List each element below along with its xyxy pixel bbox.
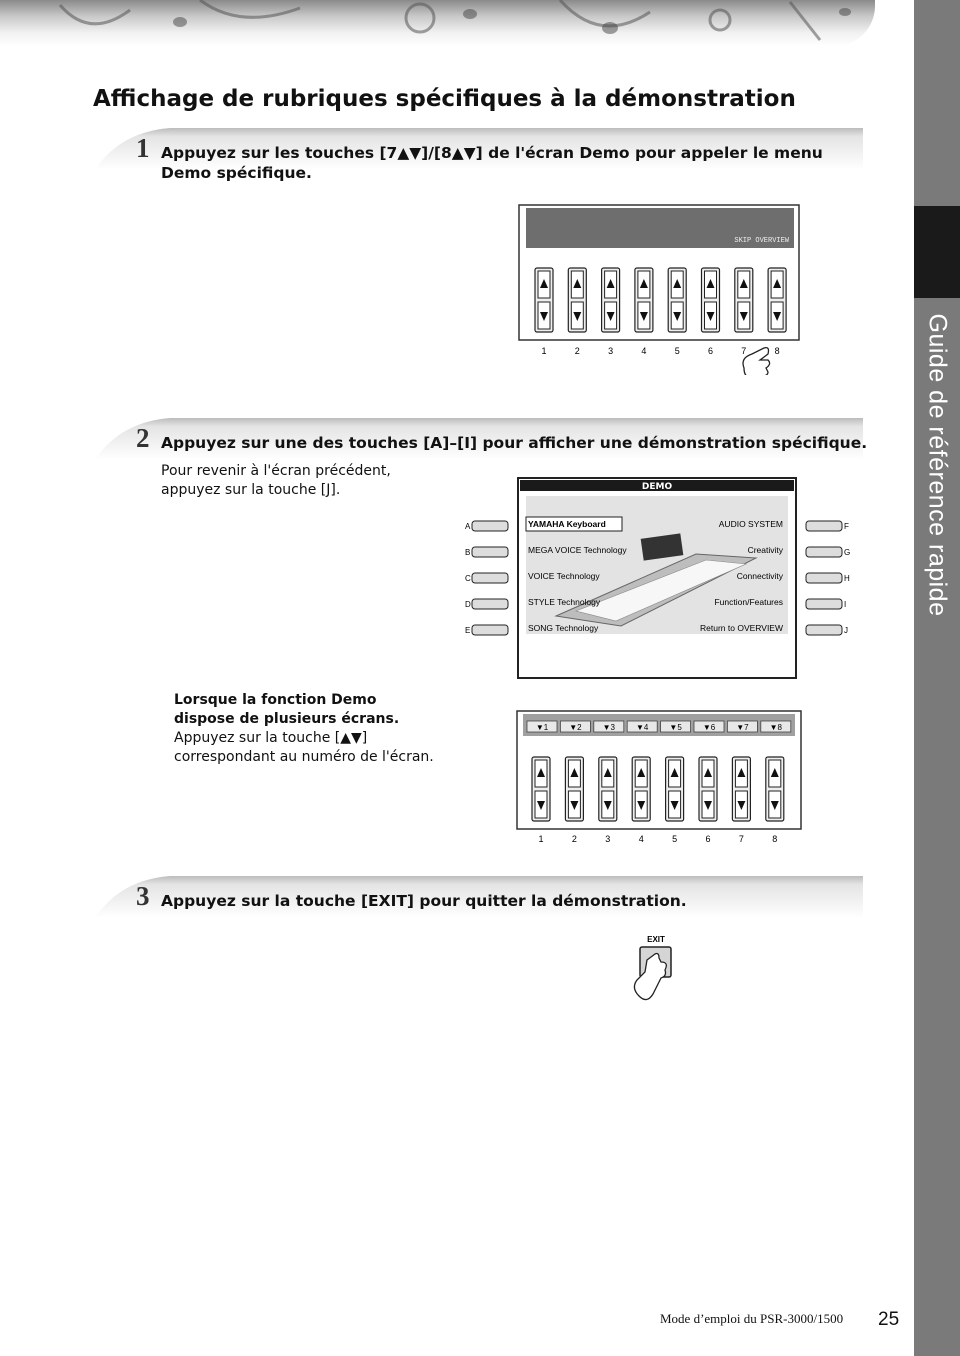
- demo-side-button: [472, 573, 508, 583]
- demo-button-letter: G: [844, 548, 851, 557]
- panel1-button-number: 7: [741, 346, 747, 356]
- panel2-button-number: 8: [772, 834, 778, 844]
- demo-menu-item: SONG Technology: [528, 623, 599, 633]
- panel2-updown-button-2: [565, 757, 583, 821]
- panel1-button-number: 1: [541, 346, 547, 356]
- demo-side-button: [472, 547, 508, 557]
- demo-menu-item: Return to OVERVIEW: [700, 623, 783, 633]
- pointing-hand-icon: [743, 348, 770, 375]
- panel1-number-group: [541, 346, 779, 356]
- screen-tab-label: ▼6: [702, 723, 716, 732]
- panel1-updown-button-3: [602, 268, 620, 332]
- step1-instruction: Appuyez sur les touches [7▲▼]/[8▲▼] de l'écran Demo pour appeler le menu Demo spécifique.: [161, 144, 823, 182]
- panel1-updown-button-5: [668, 268, 686, 332]
- panel1-illustration: [516, 203, 802, 375]
- demo-button-letter: H: [844, 574, 850, 583]
- demo-screen-title: DEMO: [641, 482, 673, 492]
- panel1-button-number: 4: [641, 346, 647, 356]
- demo-menu-item: VOICE Technology: [528, 571, 600, 581]
- panel2-button-number: 3: [605, 834, 611, 844]
- demo-button-letter: J: [844, 626, 848, 635]
- multi-screen-note-text: Appuyez sur la touche [▲▼] correspondant au numéro de l'écran.: [174, 730, 434, 765]
- screen-tab-label: ▼5: [669, 723, 682, 732]
- sidebar-section-label: Guide de référence rapide: [923, 313, 952, 617]
- panel1-button-number: 3: [608, 346, 614, 356]
- demo-menu-item: YAMAHA Keyboard: [528, 519, 606, 529]
- panel2-number-group: [538, 834, 777, 844]
- demo-menu-item: Connectivity: [736, 571, 783, 581]
- panel2-updown-button-7: [732, 757, 750, 821]
- step2-instruction: Appuyez sur une des touches [A]–[I] pour afficher une démonstration spécifique.: [161, 434, 868, 452]
- panel2-button-number: 2: [571, 834, 577, 844]
- demo-menu-item: Creativity: [747, 545, 783, 555]
- screen-tab-label: ▼2: [569, 723, 582, 732]
- panel1-updown-button-1: [535, 268, 553, 332]
- panel1-screen-label: SKIP OVERVIEW: [734, 237, 789, 245]
- screen-tab-label: ▼4: [636, 723, 649, 732]
- exit-button-label: EXIT: [647, 935, 665, 944]
- panel2-button-number: 6: [705, 834, 711, 844]
- panel2-button-number: 4: [638, 834, 644, 844]
- demo-button-letter: C: [465, 574, 471, 583]
- demo-button-letter: E: [465, 626, 471, 635]
- panel1-button-number: 6: [707, 346, 714, 356]
- demo-button-letter: I: [844, 600, 847, 609]
- demo-menu-item: MEGA VOICE Technology: [528, 545, 627, 555]
- exit-button-illustration: [625, 932, 685, 1010]
- panel1-updown-button-6: [702, 268, 720, 332]
- demo-side-button: [806, 625, 842, 635]
- step1-number: 1: [136, 133, 150, 163]
- panel2-updown-button-4: [632, 757, 650, 821]
- footer-manual-title: Mode d’emploi du PSR-3000/1500: [660, 1311, 844, 1326]
- demo-side-button: [806, 521, 842, 531]
- demo-screen-illustration: [456, 476, 856, 680]
- step3-number: 3: [136, 881, 150, 911]
- panel1-button-number: 2: [574, 346, 580, 356]
- panel1-button-number: 8: [774, 346, 780, 356]
- panel2-updown-button-8: [766, 757, 784, 821]
- panel2-updown-button-5: [666, 757, 684, 821]
- panel1-button-number: 5: [674, 346, 680, 356]
- panel2-updown-button-1: [532, 757, 550, 821]
- demo-side-button: [472, 521, 508, 531]
- panel2-illustration: [514, 709, 804, 849]
- multi-screen-note-bold: Lorsque la fonction Demo dispose de plusieurs écrans.: [174, 692, 400, 727]
- demo-menu-item: AUDIO SYSTEM: [718, 519, 783, 529]
- demo-menu-item: STYLE Technology: [528, 597, 601, 607]
- panel1-updown-button-4: [635, 268, 653, 332]
- panel1-updown-button-7: [735, 268, 753, 332]
- panel2-updown-button-6: [699, 757, 717, 821]
- page-number: 25: [878, 1309, 900, 1330]
- demo-button-letter: A: [465, 522, 471, 531]
- demo-button-letter: D: [465, 600, 471, 609]
- panel1-updown-button-8: [768, 268, 786, 332]
- panel1-updown-button-2: [568, 268, 586, 332]
- demo-side-button: [472, 599, 508, 609]
- step2-note: Pour revenir à l'écran précédent, appuyez sur la touche [J].: [161, 463, 391, 498]
- demo-side-button: [806, 599, 842, 609]
- demo-button-letter: B: [465, 548, 471, 557]
- panel2-updown-button-3: [599, 757, 617, 821]
- screen-tab-label: ▼3: [602, 723, 615, 732]
- panel2-button-number: 7: [738, 834, 744, 844]
- screen-tab-label: ▼1: [535, 723, 549, 732]
- step2-number: 2: [136, 423, 150, 453]
- panel2-button-number: 1: [538, 834, 544, 844]
- demo-side-button: [806, 547, 842, 557]
- demo-menu-item: Function/Features: [714, 597, 783, 607]
- page-title: Affichage de rubriques spécifiques à la démonstration: [93, 86, 796, 112]
- screen-tab-label: ▼7: [736, 723, 749, 732]
- demo-side-button: [472, 625, 508, 635]
- panel2-button-number: 5: [672, 834, 678, 844]
- demo-button-letter: F: [844, 522, 849, 531]
- demo-side-button: [806, 573, 842, 583]
- step3-instruction: Appuyez sur la touche [EXIT] pour quitter la démonstration.: [161, 892, 687, 910]
- screen-tab-label: ▼8: [769, 723, 782, 732]
